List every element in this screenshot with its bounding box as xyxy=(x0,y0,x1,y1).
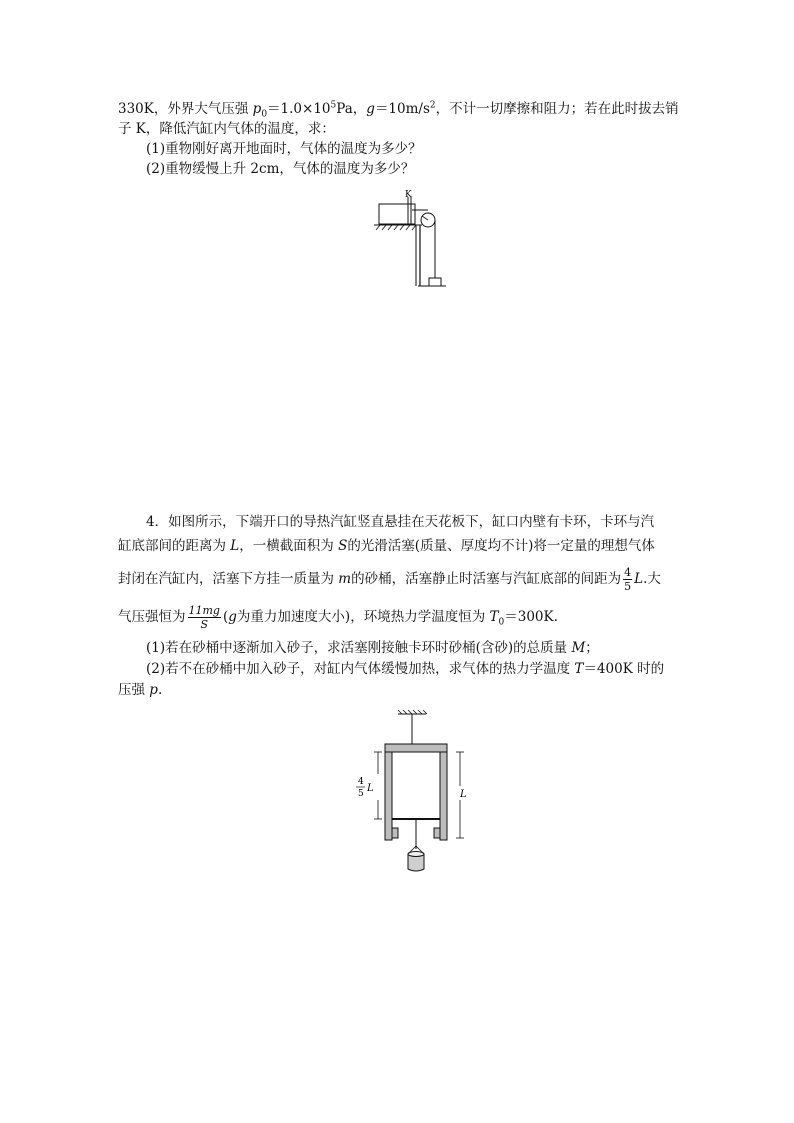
q4-subquestion-1: (1)若在砂桶中逐渐加入砂子，求活塞刚接触卡环时砂桶(含砂)的总质量 M； xyxy=(146,640,599,656)
q4-line-3: 封闭在汽缸内，活塞下方挂一质量为 m的砂桶，活塞静止时活塞与汽缸底部的间距为 $\frac{4}{5}$ L.大 xyxy=(118,566,661,593)
q4-line-2: 缸底部间的距离为 L，一横截面积为 S的光滑活塞(质量、厚度均不计)将一定量的理想气体 xyxy=(118,538,655,554)
q4-bucket-rim xyxy=(408,852,424,857)
q4-dim-right-label: L xyxy=(460,789,467,800)
q4-cylinder-left-wall xyxy=(385,752,392,840)
q4-line-last: 压强 p. xyxy=(118,682,163,698)
q4-dim-left-num: 4 xyxy=(358,777,364,787)
q4-fraction-four-fifths: $\frac{4}{5}$ xyxy=(624,566,632,593)
q3-line-2: 子 K，降低汽缸内气体的温度，求： xyxy=(118,121,335,137)
q4-cylinder-right-wall xyxy=(440,752,447,840)
q3-table-hatch xyxy=(376,225,416,230)
q4-ceiling-hatch xyxy=(398,710,427,714)
q3-subquestion-1: (1)重物刚好离开地面时，气体的温度为多少？ xyxy=(146,141,422,157)
q4-cylinder-top xyxy=(385,744,447,752)
q4-dim-left-den: 5 xyxy=(358,789,364,799)
q4-line-1: 4．如图所示，下端开口的导热汽缸竖直悬挂在天花板下，缸口内壁有卡环，卡环与汽 xyxy=(146,514,655,530)
q4-snap-ring-left xyxy=(392,828,398,838)
q3-figure xyxy=(370,188,460,290)
q3-label-k: K xyxy=(405,190,412,200)
q4-snap-ring-right xyxy=(434,828,440,838)
q3-subquestion-2: (2)重物缓慢上升 2cm，气体的温度为多少？ xyxy=(146,161,415,177)
q3-line-1: 330K，外界大气压强 $p_0=1.0\times 10^5Pa$，$g=10m/s^2$，不计一切摩擦和阻力；若在此时拔去销 xyxy=(118,100,679,120)
q4-line-4: 气压强恒为 $\frac{11mg}{S}$ (g为重力加速度大小)，环境热力学温度恒为 $T_0=300K$. xyxy=(118,604,558,631)
q4-subquestion-2: (2)若不在砂桶中加入砂子，对缸内气体缓慢加热，求气体的热力学温度 T＝400K 时的 xyxy=(146,661,665,677)
q4-figure xyxy=(350,706,480,876)
q3-cylinder xyxy=(379,204,415,224)
q4-fraction-pressure: $\frac{11mg}{S}$ xyxy=(188,604,220,631)
q3-weight xyxy=(429,278,441,286)
q4-dim-left-l: L xyxy=(367,783,374,794)
